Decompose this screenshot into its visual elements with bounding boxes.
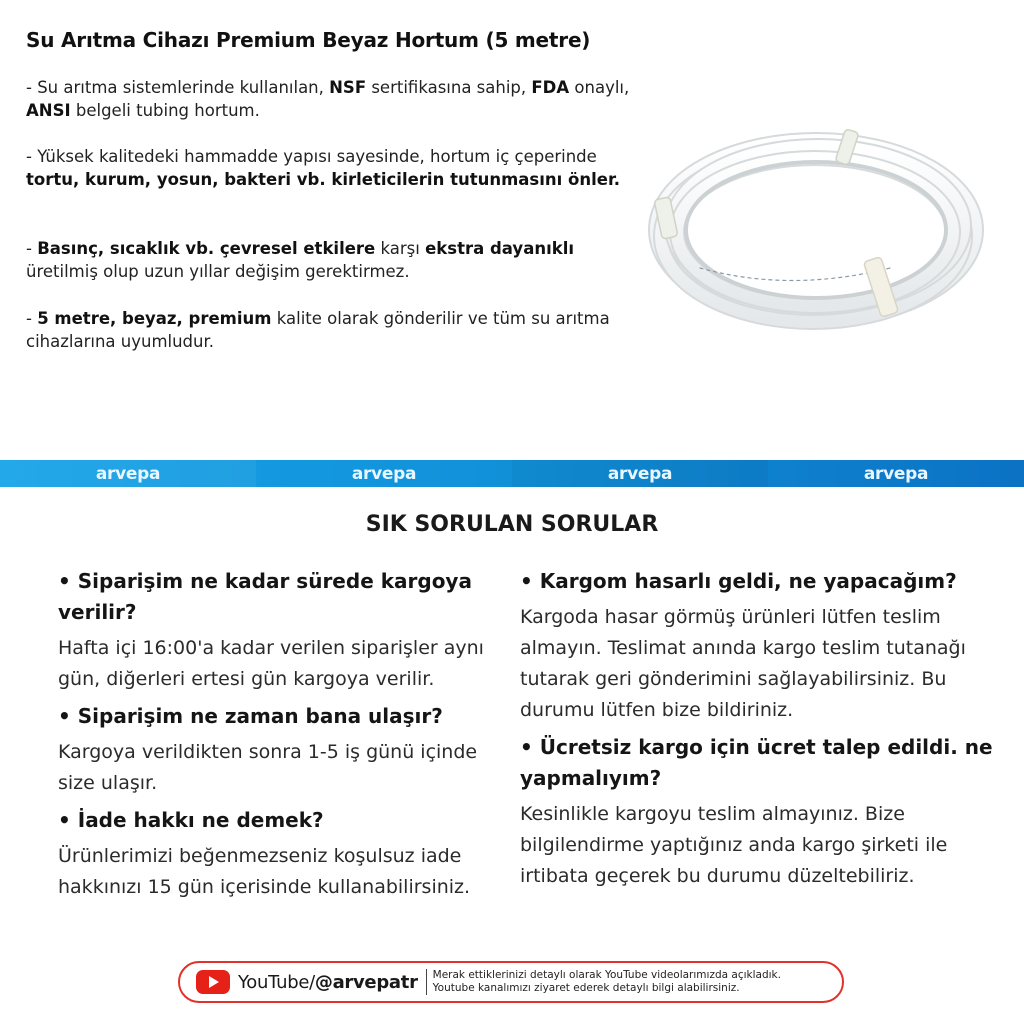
- description-bold-text: 5 metre, beyaz, premium: [37, 309, 272, 328]
- faq-answer: Kesinlikle kargoyu teslim almayınız. Bize bilgilendirme yaptığınız anda kargo şirketi ile irtibata geçerek bu durumu düzeltebiliriz.: [520, 803, 948, 887]
- faq-item: [58, 805, 518, 903]
- faq-answer: Kargoda hasar görmüş ürünleri lütfen teslim almayın. Teslimat anında kargo teslim tutanağı tutarak geri gönderimini sağlayabilirsiniz. Bu durumu lütfen bize bildiriniz.: [520, 606, 966, 721]
- faq-title: SIK SORULAN SORULAR: [365, 512, 659, 537]
- description-paragraph: [26, 307, 646, 353]
- faq-question: • Siparişim ne zaman bana ulaşır?: [58, 704, 443, 728]
- description-paragraph: [26, 237, 646, 283]
- description-text: - Su arıtma sistemlerinde kullanılan,: [26, 78, 330, 97]
- description-paragraph: [26, 76, 646, 122]
- youtube-icon: [196, 970, 230, 994]
- youtube-channel-link[interactable]: [178, 961, 844, 1003]
- description-bold-text: Basınç, sıcaklık vb. çevresel etkilere: [37, 239, 376, 258]
- divider: [426, 969, 427, 995]
- faq-question: • Siparişim ne kadar sürede kargoya verilir?: [58, 569, 472, 624]
- brand-logo: arvepa: [0, 460, 256, 487]
- youtube-info-line: Youtube kanalımızı ziyaret ederek detaylı bilgi alabilirsiniz.: [432, 982, 740, 994]
- description-text: -: [26, 239, 38, 258]
- youtube-handle: YouTube/@arvepatr: [238, 971, 418, 993]
- faq-answer: Kargoya verildikten sonra 1-5 iş günü içinde size ulaşır.: [58, 741, 478, 794]
- faq-item: [58, 566, 518, 695]
- faq-item: [520, 566, 1000, 726]
- product-title: Su Arıtma Cihazı Premium Beyaz Hortum (5 metre): [26, 28, 591, 52]
- faq-question: • Ücretsiz kargo için ücret talep edildi. ne yapmalıyım?: [520, 735, 993, 790]
- description-bold-text: tortu, kurum, yosun, bakteri vb. kirleticilerin tutunmasını önler.: [26, 170, 621, 189]
- description-text: karşı: [375, 239, 426, 258]
- faq-column-right: [520, 566, 1000, 898]
- description-bold-text: ANSI: [26, 101, 71, 120]
- faq-question: • Kargom hasarlı geldi, ne yapacağım?: [520, 569, 957, 593]
- brand-banner: [0, 460, 1024, 487]
- description-text: onaylı,: [569, 78, 630, 97]
- description-text: üretilmiş olup uzun yıllar değişim gerektirmez.: [26, 262, 410, 281]
- description-text: -: [26, 309, 38, 328]
- brand-logo: arvepa: [512, 460, 768, 487]
- faq-question: • İade hakkı ne demek?: [58, 808, 324, 832]
- description-bold-text: FDA: [531, 78, 570, 97]
- hose-coil-image: [640, 118, 990, 348]
- faq-column-left: [58, 566, 518, 909]
- brand-logo: arvepa: [863, 463, 929, 484]
- youtube-info-line: Merak ettiklerinizi detaylı olarak YouTube videolarımızda açıkladık.: [432, 969, 781, 981]
- brand-logo: arvepa: [351, 463, 417, 484]
- description-bold-text: ekstra dayanıklı: [425, 239, 575, 258]
- youtube-info: [433, 969, 781, 995]
- description-text: belgeli tubing hortum.: [70, 101, 260, 120]
- faq-item: [520, 732, 1000, 892]
- description-text: - Yüksek kalitedeki hammadde yapısı sayesinde, hortum iç çeperinde: [26, 147, 597, 166]
- description-paragraph: [26, 145, 646, 191]
- description-text: kalite olarak gönderilir ve tüm su arıtma cihazlarına uyumludur.: [26, 309, 610, 351]
- description-text: sertifikasına sahip,: [366, 78, 532, 97]
- faq-answer: Hafta içi 16:00'a kadar verilen siparişler aynı gün, diğerleri ertesi gün kargoya verilir.: [58, 637, 484, 690]
- faq-answer: Ürünlerimizi beğenmezseniz koşulsuz iade hakkınızı 15 gün içerisinde kullanabilirsiniz.: [58, 845, 471, 898]
- faq-item: [58, 701, 518, 799]
- description-bold-text: NSF: [329, 78, 367, 97]
